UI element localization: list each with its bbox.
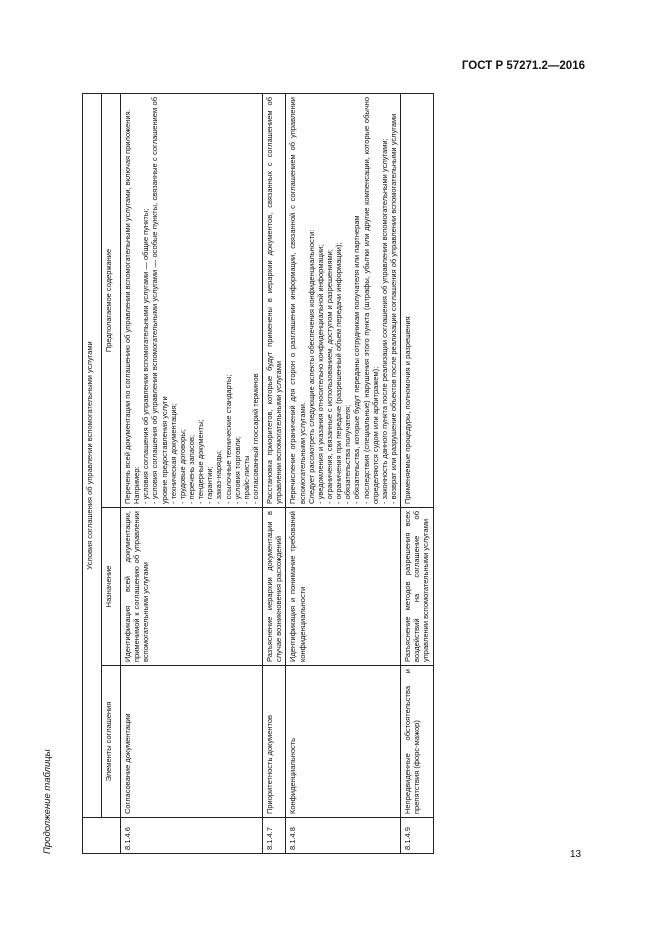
- column-header-content: Предполагаемое содержание: [102, 94, 121, 508]
- content-line: - ограничения при передаче (разрешенный объем передачи информации);: [334, 242, 344, 504]
- content-line: - обязательства, которые будут переданы сотрудникам получателя или партнерам: [352, 215, 362, 504]
- row-content: [263, 94, 286, 508]
- content-line: Например:: [132, 466, 142, 504]
- column-header-purpose: Назначение: [102, 508, 121, 666]
- content-line: Перечисление ограничений для сторон о разглашении информации, связанной с соглашением об управлении вспомогательными услугами.: [288, 97, 307, 504]
- content-line: Следует рассмотреть следующие аспекты обеспечения конфиденциальности:: [306, 229, 316, 504]
- content-line: - последствия (специальные) нарушения этого пункта (штрафы, убытки или другие компенсации, которые обычно определяются судом или арбитражем);: [361, 97, 380, 504]
- table-row: [401, 94, 433, 854]
- requirements-table: [82, 93, 434, 854]
- document-code: ГОСТ Р 57271.2—2016: [461, 60, 585, 72]
- row-content: [286, 94, 401, 508]
- page-number: 13: [570, 849, 582, 860]
- table-caption: Продолжение таблицы: [42, 749, 53, 854]
- content-line: - перечень запасов;: [186, 434, 196, 504]
- row-purpose: Идентификация и понимание требований конфиденциальности: [286, 508, 401, 666]
- row-element: Согласование документации: [121, 666, 263, 818]
- row-content: [121, 94, 263, 508]
- content-line: - законность данного пункта после реализации соглашения об управлении вспомогательными услугами;: [379, 138, 389, 504]
- row-purpose: Разъяснение иерархии документации в случае возникновения расхождений: [263, 508, 286, 666]
- content-line: - условия торговли;: [232, 436, 242, 504]
- content-line: - условия соглашения об управлении вспомогательными услугами — особые пункты, связанные с соглашением об уровне предоставления услуги: [150, 97, 169, 504]
- content-line: - ограничения, связанные с использованием, доступом и разрешениями;: [324, 249, 334, 504]
- content-line: Перечень всей документации по соглашению об управлении вспомогательными услугами, включая приложения.: [123, 109, 132, 504]
- table-subheader-row: [102, 94, 121, 854]
- header-group-cell: Условия соглашения об управлении вспомогательными услугами: [83, 94, 102, 818]
- content-line: - обязательства получателя;: [343, 404, 353, 504]
- table-header-row: [83, 94, 102, 854]
- content-line: Расстановка приоритетов, которые будут применены в иерархии документов, связанных с соглашением об управлении вспомогательными услугами: [265, 97, 284, 504]
- row-element: Приоритетность документов: [263, 666, 286, 818]
- table-row: [263, 94, 286, 854]
- content-line: - тендерные документы;: [196, 419, 206, 504]
- column-header-elements: Элементы соглашения: [102, 666, 121, 818]
- content-line: - возврат или разрушение объектов после реализации соглашения об управлении вспомогательными услугами: [388, 113, 398, 504]
- row-purpose: Разъяснение методов разрешения всех воздействий на соглашение об управлении вспомогательными услугами: [401, 508, 433, 666]
- table-row: [286, 94, 401, 854]
- content-line: - согласованный глоссарий терминов: [250, 373, 260, 504]
- row-number: 8.1.4.8: [286, 818, 401, 854]
- content-line: - гарантии;: [205, 466, 215, 504]
- content-line: - трудовые договоры;: [177, 429, 187, 504]
- row-content: [401, 94, 433, 508]
- row-number: 8.1.4.9: [401, 818, 433, 854]
- content-line: - условия соглашения об управлении вспомогательными услугами — общие пункты;: [141, 208, 151, 504]
- row-element: Непредвиденные обстоятельства и препятствия (форс-мажор): [401, 666, 433, 818]
- content-line: - уведомления и указания относительно конфиденциальной информации;: [315, 244, 325, 504]
- rotated-table-area: [42, 94, 542, 854]
- content-line: Применяемые процедуры, полномочия и разрешения: [403, 316, 413, 504]
- content-line: - техническая документация;: [168, 403, 178, 504]
- row-number: 8.1.4.7: [263, 818, 286, 854]
- row-number: 8.1.4.6: [121, 818, 263, 854]
- row-element: Конфиденциальность: [286, 666, 401, 818]
- header-blank-cell: [83, 818, 121, 854]
- content-line: - ссылочные технические стандарты;: [223, 374, 233, 504]
- content-line: - заказ-наряды;: [214, 450, 224, 504]
- row-purpose: Идентификация всей документации, применимой к соглашению об управлении вспомогательными услугами: [121, 508, 263, 666]
- table-row: [121, 94, 263, 854]
- content-line: - прайс-листы: [241, 455, 251, 504]
